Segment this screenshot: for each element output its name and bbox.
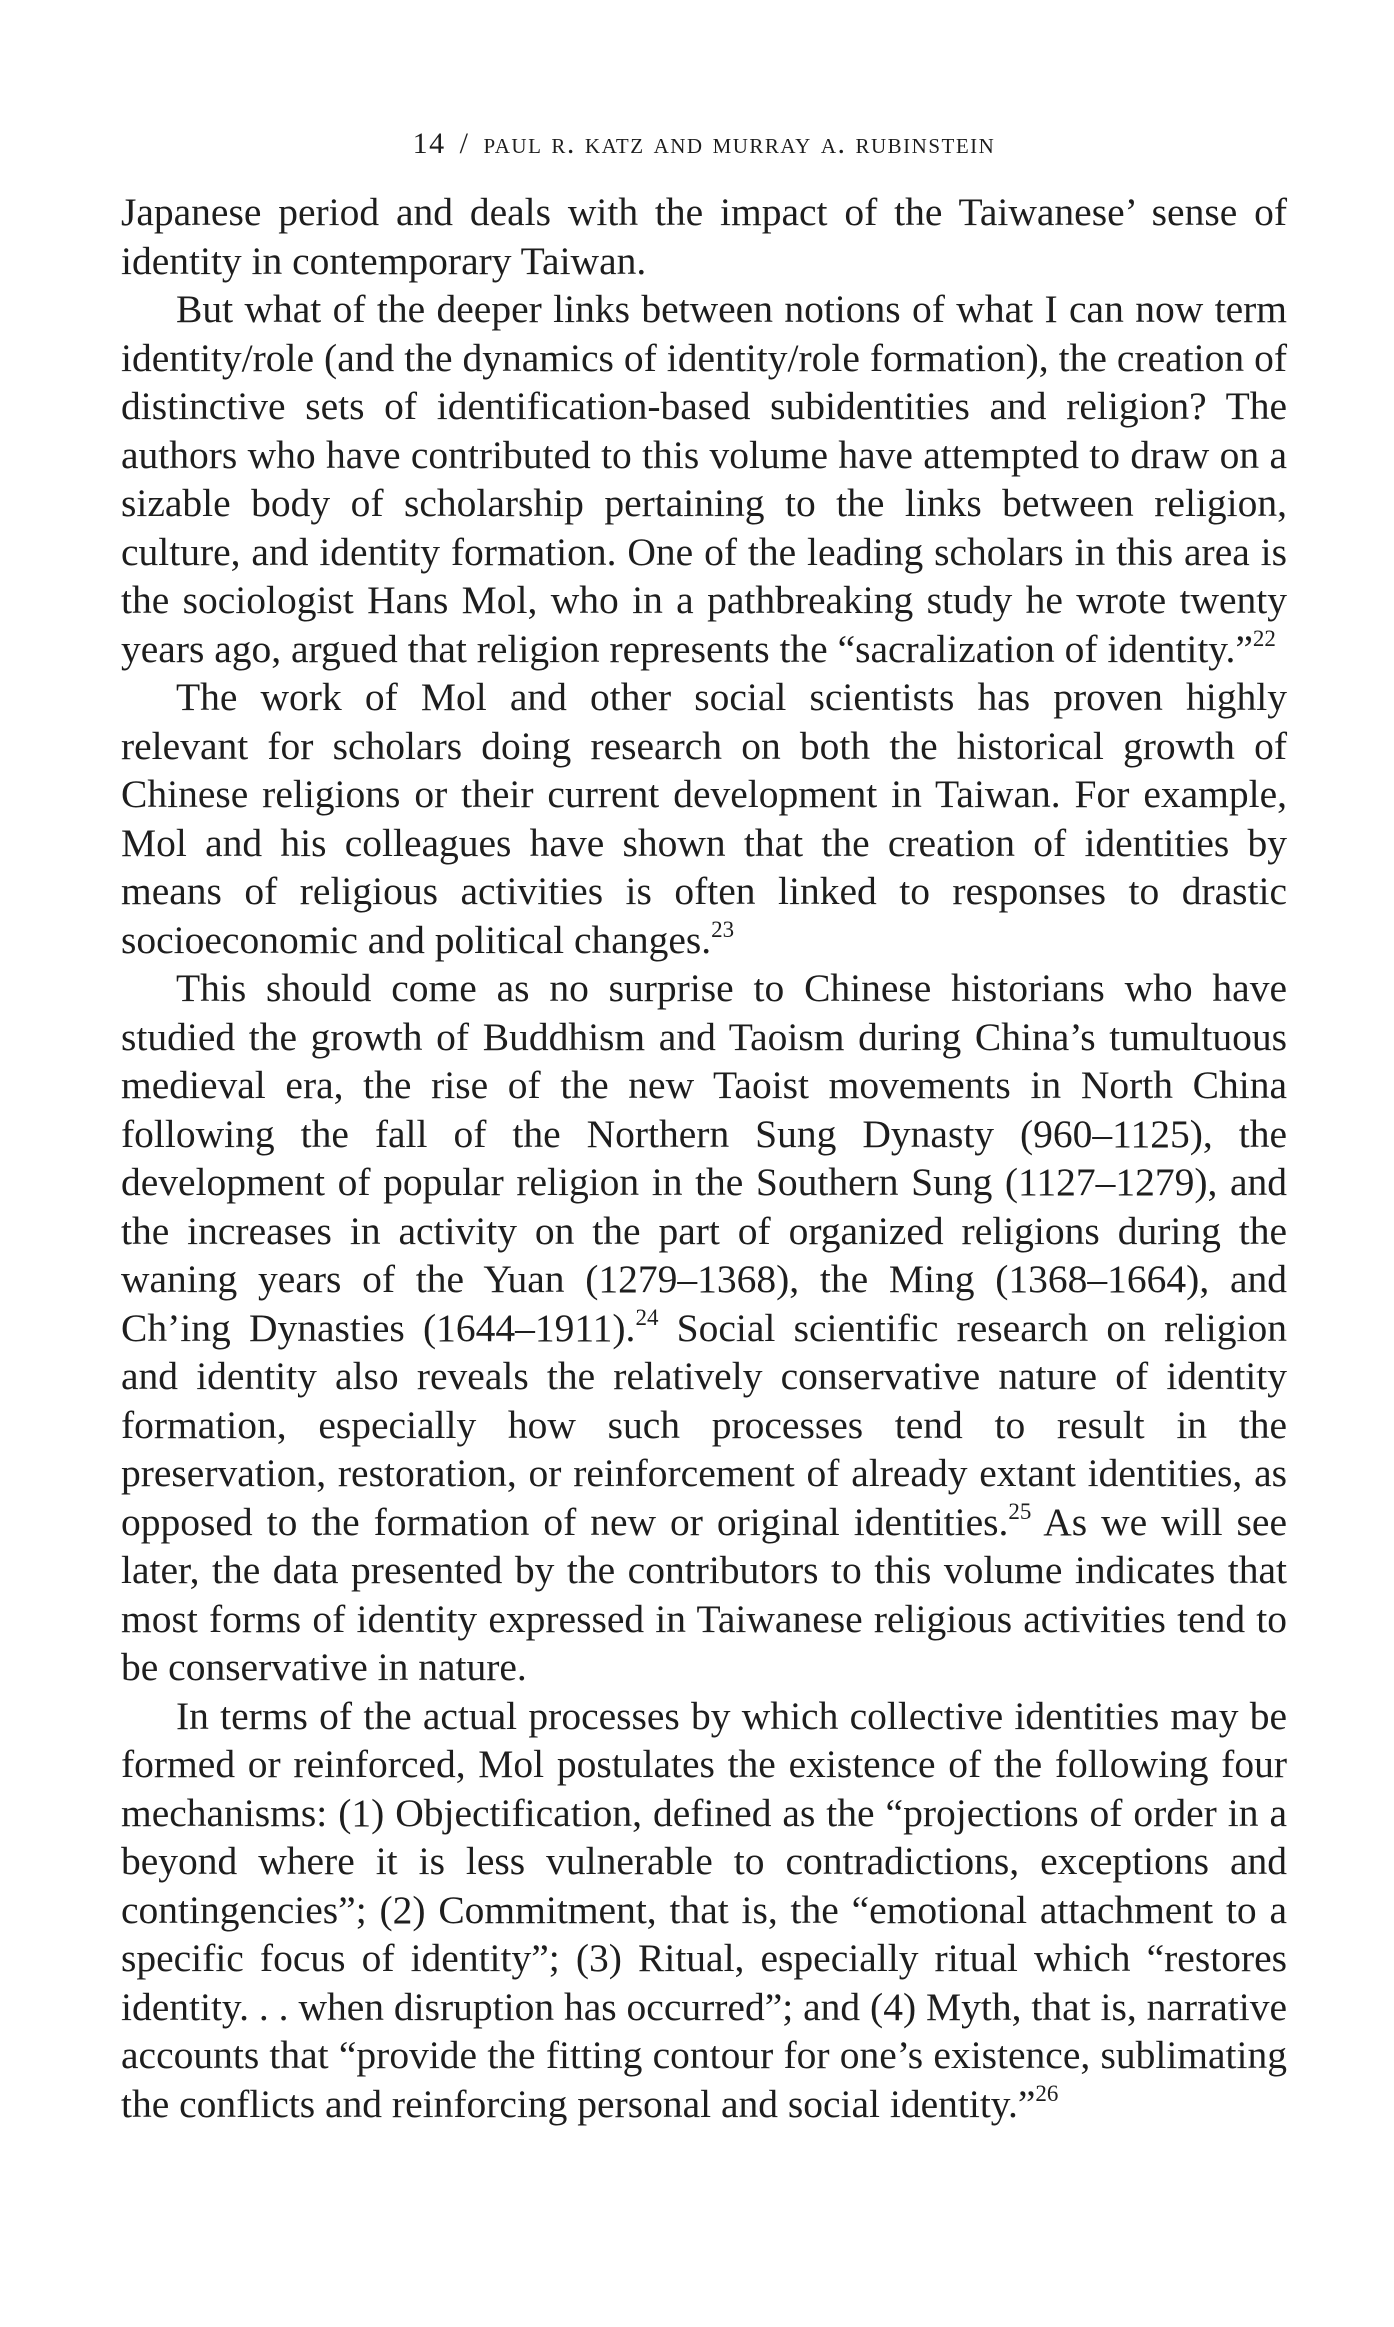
header-separator: / — [459, 127, 470, 160]
paragraph-3 — [121, 673, 1287, 964]
footnote-ref-22: 22 — [1252, 625, 1276, 651]
paragraph-4-text-b: Social scientific research on religion and identity also reveals the relatively conservative nature of identity formation, especially how such processes tend to result in the preservation, restoration, or reinforcement of already extant identities, as opposed to the formation of new or original identities. — [121, 1305, 1287, 1544]
book-page — [121, 122, 1287, 2128]
paragraph-4-text-c: As we will see later, the data presented by the contributors to this volume indicates that most forms of identity expressed in Taiwanese religious activities tend to be conservative in nature. — [121, 1499, 1287, 1689]
footnote-ref-24: 24 — [635, 1304, 659, 1330]
paragraph-1-text: Japanese period and deals with the impact of the Taiwanese’ sense of identity in contemporary Taiwan. — [121, 190, 1287, 283]
paragraph-4-text-a: This should come as no surprise to Chinese historians who have studied the growth of Buddhism and Taoism during China’s tumultuous medieval era, the rise of the new Taoist movements in North China following the fall of the Northern Sung Dynasty (960–1125), the development of popular religion in the Southern Sung (1127–1279), and the increases in activity on the part of organized religions during the waning years of the Yuan (1279–1368), the Ming (1368–1664), and Ch’ing Dynasties (1644–1911). — [121, 966, 1287, 1350]
footnote-ref-26: 26 — [1035, 2080, 1059, 2106]
footnote-ref-25: 25 — [1008, 1498, 1032, 1524]
body-text — [121, 188, 1287, 2128]
page-number: 14 — [412, 127, 446, 160]
header-authors: paul r. katz and murray a. rubinstein — [483, 127, 996, 160]
paragraph-2-text: But what of the deeper links between notions of what I can now term identity/role (and the dynamics of identity/role formation), the creation of distinctive sets of identification-based subidentities and religion? The authors who have contributed to this volume have attempted to draw on a sizable body of scholarship pertaining to the links between religion, culture, and identity formation. One of the leading scholars in this area is the sociologist Hans Mol, who in a pathbreaking study he wrote twenty years ago, argued that religion represents the “sacralization of identity.” — [121, 287, 1287, 671]
running-head — [121, 122, 1287, 166]
paragraph-2 — [121, 285, 1287, 673]
paragraph-1 — [121, 188, 1287, 285]
paragraph-5-text: In terms of the actual processes by which collective identities may be formed or reinforced, Mol postulates the existence of the following four mechanisms: (1) Objectification, defined as the “projections of order in a beyond where it is less vulnerable to contradictions, exceptions and contingencies”; (2) Commitment, that is, the “emotional attachment to a specific focus of identity”; (3) Ritual, especially ritual which “restores identity. . . when disruption has occurred”; and (4) Myth, that is, narrative accounts that “provide the fitting contour for one’s existence, sublimating the conflicts and reinforcing personal and social identity.” — [121, 1693, 1287, 2126]
paragraph-3-text: The work of Mol and other social scientists has proven highly relevant for scholars doing research on both the historical growth of Chinese religions or their current development in Taiwan. For example, Mol and his colleagues have shown that the creation of identities by means of religious activities is often linked to responses to drastic socioeconomic and political changes. — [121, 675, 1287, 962]
paragraph-5 — [121, 1692, 1287, 2129]
paragraph-4 — [121, 964, 1287, 1692]
footnote-ref-23: 23 — [711, 916, 735, 942]
